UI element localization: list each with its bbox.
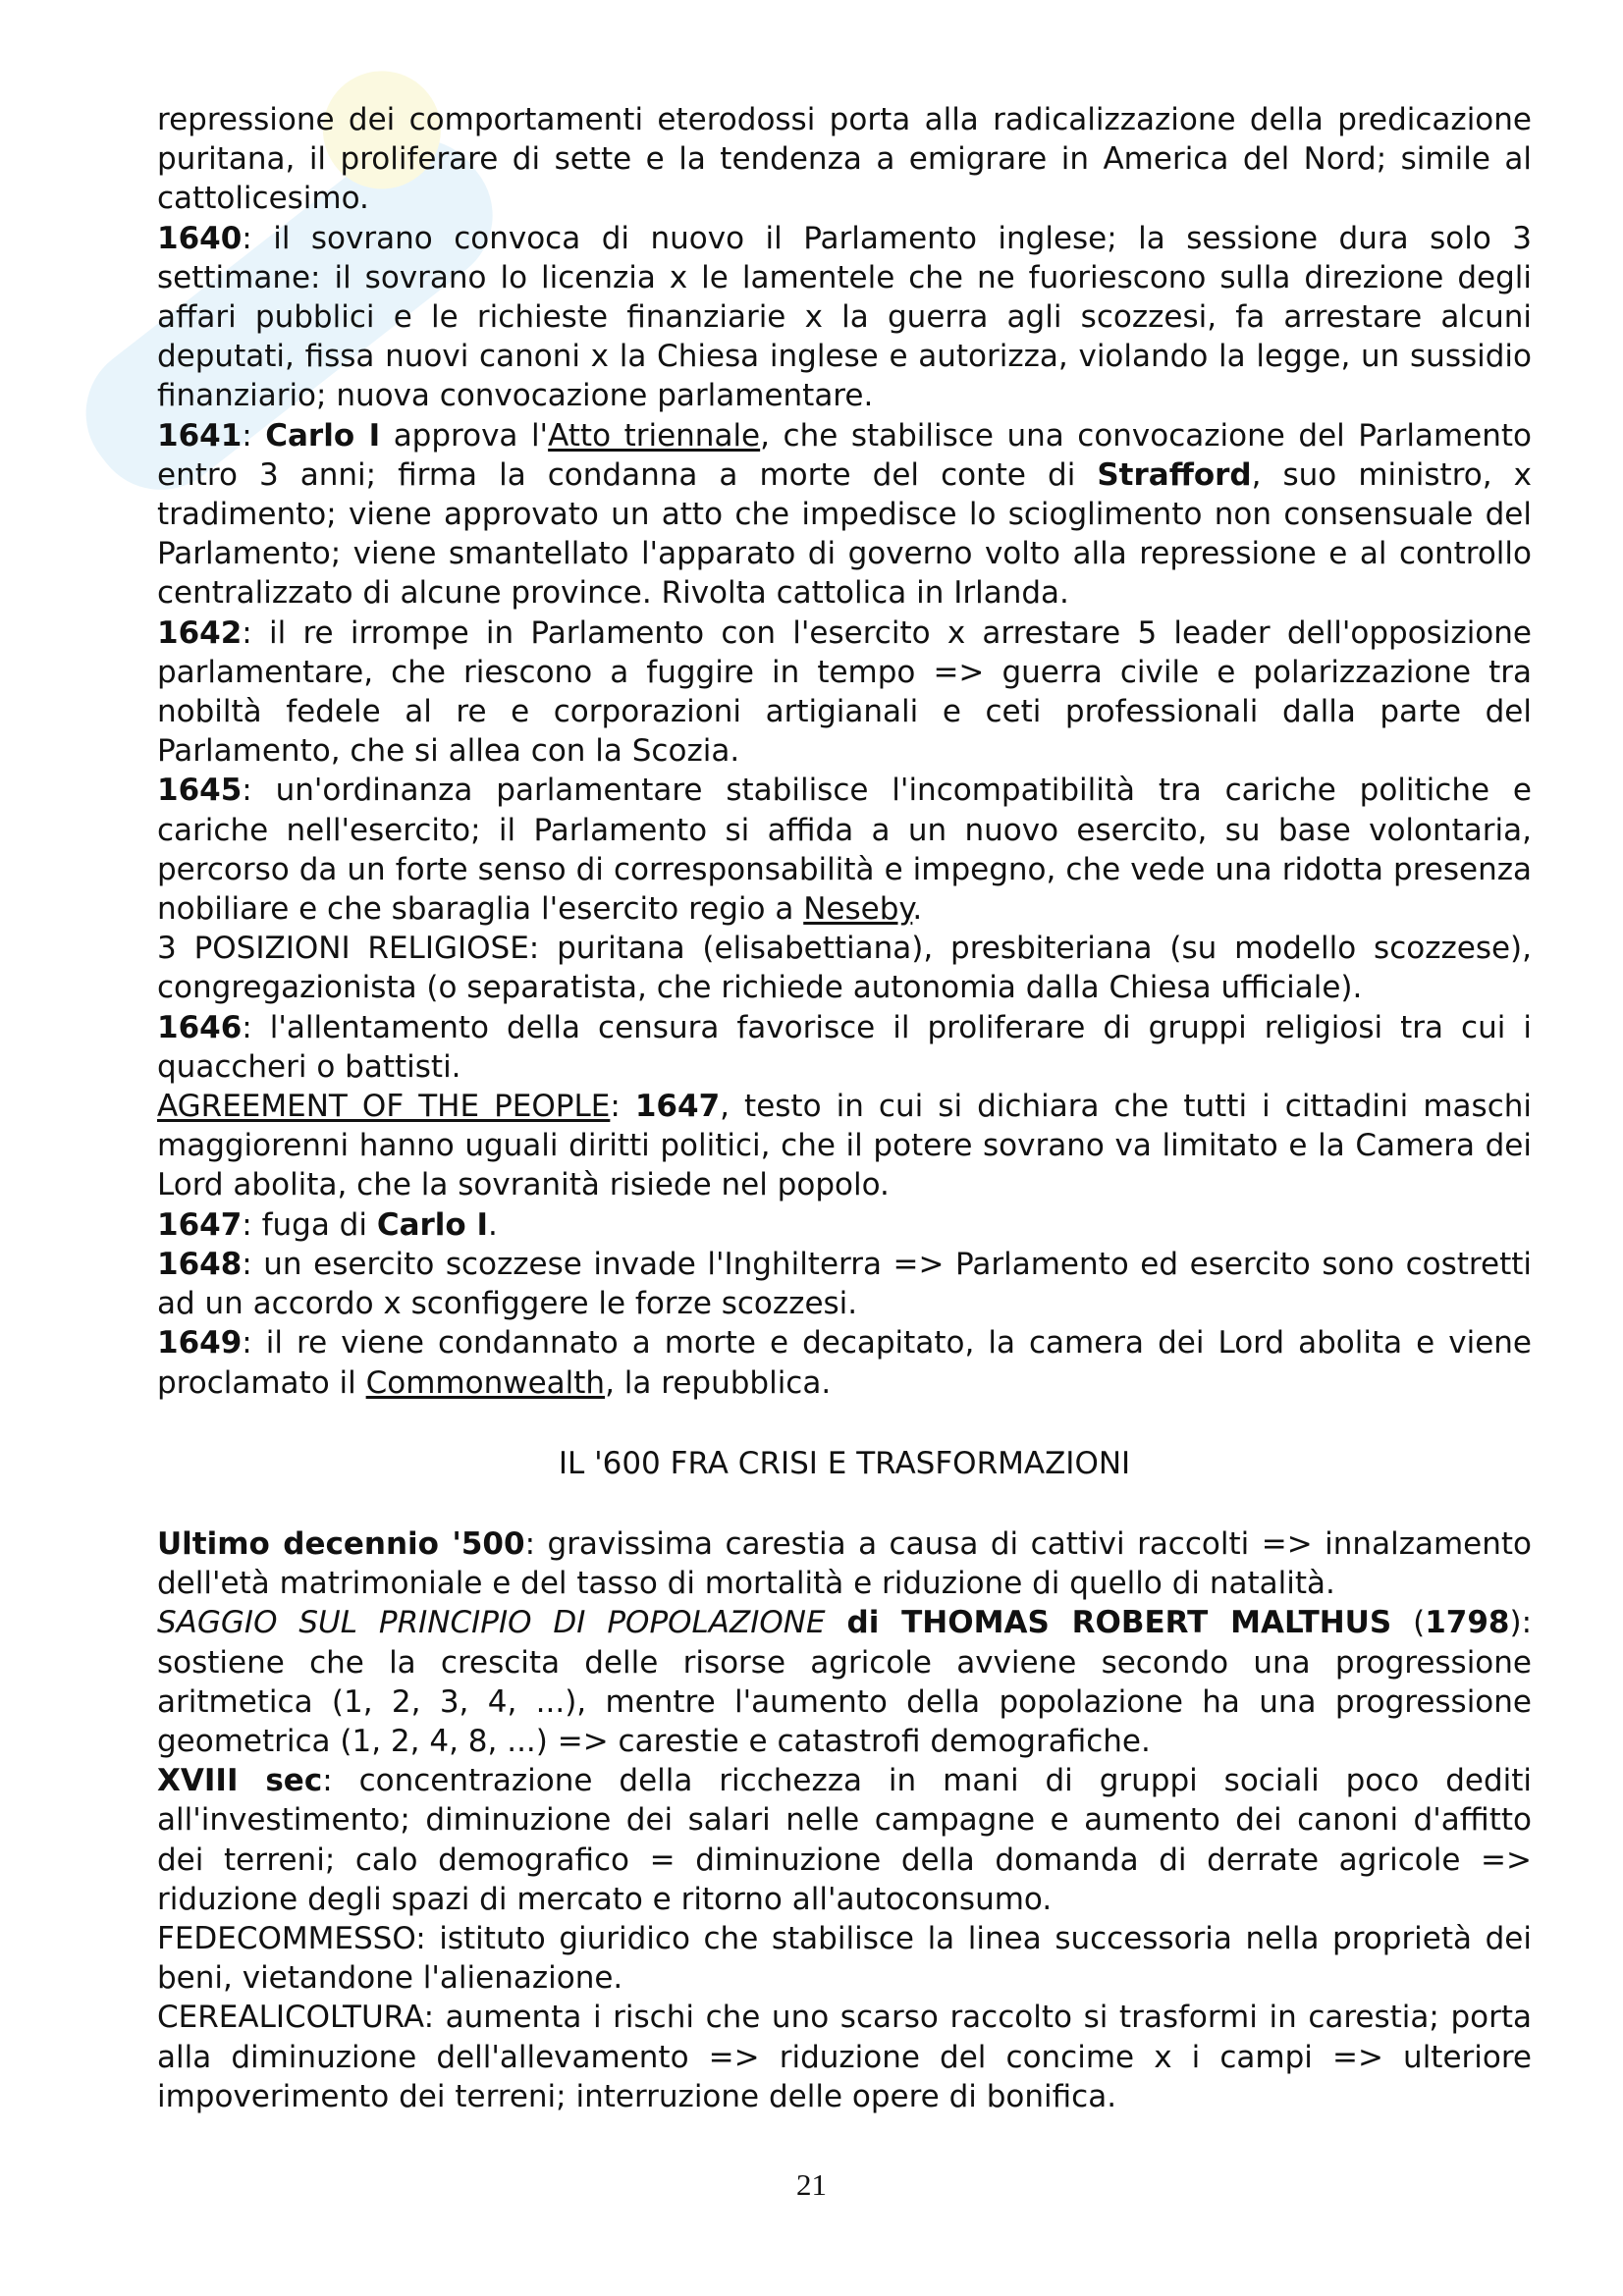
- paragraph-1641: [157, 416, 1532, 614]
- paragraph-1648: [157, 1245, 1532, 1323]
- bold-text: di THOMAS ROBERT MALTHUS: [846, 1605, 1392, 1641]
- bold-text: 1640: [157, 220, 243, 256]
- text-run: FEDECOMMESSO: istituto giuridico che stabilisce la linea successoria nella proprietà dei beni, vietandone l'alienazione.: [157, 1920, 1532, 1997]
- paragraph-1640: [157, 219, 1532, 416]
- paragraph-continuation: [157, 100, 1532, 219]
- bold-text: 1649: [157, 1325, 243, 1362]
- text-run: , suo ministro, x tradimento; viene approvato un atto che impedisce lo scioglimento non consensuale del Parlamento; viene smantellato l'apparato di governo volto alla repressione e al controllo centralizzato di alcune province. Rivolta cattolica in Irlanda.: [157, 456, 1532, 612]
- bold-text: 1798: [1425, 1605, 1510, 1641]
- bold-text: Carlo I: [265, 417, 381, 454]
- body-text: [157, 100, 1532, 2116]
- bold-text: Strafford: [1097, 456, 1252, 493]
- text-run: repressione dei comportamenti eterodossi porta alla radicalizzazione della predicazione puritana, il proliferare di sette e la tendenza a emigrare in America del Nord; simile al cattolicesimo.: [157, 102, 1532, 217]
- underlined-text: Neseby: [803, 891, 913, 928]
- text-run: :: [610, 1089, 635, 1125]
- page-number: 21: [796, 2167, 827, 2202]
- paragraph-ultimo: [157, 1524, 1532, 1603]
- text-run: : un'ordinanza parlamentare stabilisce l'incompatibilità tra cariche politiche e cariche nell'esercito; il Parlamento si affida a un nuovo esercito, su base volontaria, percorso da un forte senso di corresponsabilità e impegno, che vede una ridotta presenza nobiliare e che sbaraglia l'esercito regio a: [157, 773, 1532, 928]
- paragraph-xviii: [157, 1761, 1532, 1919]
- text-run: approva l': [380, 417, 549, 454]
- text-run: : il re viene condannato a morte e decapitato, la camera dei Lord abolita e viene proclamato il: [157, 1325, 1532, 1401]
- paragraph-1645: [157, 771, 1532, 929]
- text-run: .: [488, 1206, 498, 1243]
- bold-text: 1642: [157, 614, 243, 651]
- bold-text: 1646: [157, 1009, 243, 1045]
- paragraph-malthus: [157, 1603, 1532, 1761]
- text-run: CEREALICOLTURA: aumenta i rischi che uno scarso raccolto si trasformi in carestia; porta alla diminuzione dell'allevamento => riduzione del concime x i campi => ulteriore impoverimento dei terreni; interruzione delle opere di bonifica.: [157, 2000, 1532, 2114]
- text-run: (: [1391, 1605, 1426, 1641]
- paragraph-1649: [157, 1323, 1532, 1402]
- bold-text: 1641: [157, 417, 243, 454]
- text-run: .: [912, 891, 923, 928]
- bold-text: 1647: [634, 1089, 721, 1125]
- text-run: : l'allentamento della censura favorisce il proliferare di gruppi religiosi tra cui i quaccheri o battisti.: [157, 1009, 1532, 1085]
- bold-text: 1645: [157, 773, 243, 809]
- paragraph-cerealicoltura: [157, 1998, 1532, 2116]
- underlined-text: AGREEMENT OF THE PEOPLE: [157, 1089, 611, 1125]
- paragraph-1642: [157, 614, 1532, 772]
- bold-text: 1647: [157, 1206, 243, 1243]
- paragraph-agreement: [157, 1087, 1532, 1205]
- text-run: : concentrazione della ricchezza in mani di gruppi sociali poco dediti all'investimento; diminuzione dei salari nelle campagne e aumento dei canoni d'affitto dei terreni; calo demografico = diminuzione della domanda di derrate agricole => riduzione degli spazi di mercato e ritorno all'autoconsumo.: [157, 1763, 1532, 1917]
- text-run: , la repubblica.: [605, 1364, 832, 1401]
- bold-text: Carlo I: [376, 1206, 489, 1243]
- text-run: : gravissima carestia a causa di cattivi raccolti => innalzamento dell'età matrimoniale e del tasso di mortalità e riduzione di quello di natalità.: [157, 1525, 1532, 1602]
- paragraph-fedecommesso: [157, 1919, 1532, 1998]
- section-heading: [157, 1444, 1532, 1483]
- text-run: : un esercito scozzese invade l'Inghilterra => Parlamento ed esercito sono costretti ad un accordo x sconfiggere le forze scozzesi.: [157, 1246, 1532, 1322]
- text-run: 3 POSIZIONI RELIGIOSE: puritana (elisabettiana), presbiteriana (su modello scozzese), congregazionista (o separatista, che richiede autonomia dalla Chiesa ufficiale).: [157, 931, 1532, 1006]
- paragraph-1646: [157, 1008, 1532, 1087]
- paragraph-1647: [157, 1205, 1532, 1245]
- text-run: IL '600 FRA CRISI E TRASFORMAZIONI: [558, 1445, 1131, 1481]
- text-run: , che stabilisce una convocazione del Parlamento entro 3 anni; firma la condanna a morte del conte di: [157, 417, 1532, 493]
- bold-text: Ultimo decennio '500: [157, 1525, 525, 1562]
- text-run: , testo in cui si dichiara che tutti i cittadini maschi maggiorenni hanno uguali diritti politici, che il potere sovrano va limitato e la Camera dei Lord abolita, che la sovranità risiede nel popolo.: [157, 1089, 1533, 1203]
- text-run: : fuga di: [242, 1206, 377, 1243]
- bold-text: XVIII sec: [157, 1763, 323, 1799]
- text-run: :: [242, 417, 266, 454]
- underlined-text: Atto triennale: [548, 417, 761, 454]
- text-run: : il sovrano convoca di nuovo il Parlamento inglese; la sessione dura solo 3 settimane: il sovrano lo licenzia x le lamentele che ne fuoriescono sulla direzione degli affari pubblici e le richieste finanziarie x la guerra agli scozzesi, fa arrestare alcuni deputati, fissa nuovi canoni x la Chiesa inglese e autorizza, violando la legge, un sussidio finanziario; nuova convocazione parlamentare.: [157, 220, 1532, 414]
- text-run: [826, 1605, 847, 1640]
- italic-text: SAGGIO SUL PRINCIPIO DI POPOLAZIONE: [157, 1605, 826, 1641]
- underlined-text: Commonwealth: [365, 1364, 606, 1401]
- text-run: ): sostiene che la crescita delle risorse agricole avviene secondo una progressione aritmetica (1, 2, 3, 4, ...), mentre l'aumento della popolazione ha una progressione geometrica (1, 2, 4, 8, ...) => carestie e catastrofi demografiche.: [157, 1605, 1533, 1759]
- paragraph-posizioni: [157, 929, 1532, 1007]
- bold-text: 1648: [157, 1246, 243, 1282]
- text-run: : il re irrompe in Parlamento con l'esercito x arrestare 5 leader dell'opposizione parlamentare, che riescono a fuggire in tempo => guerra civile e polarizzazione tra nobiltà fedele al re e corporazioni artigianali e ceti professionali dalla parte del Parlamento, che si allea con la Scozia.: [157, 614, 1532, 770]
